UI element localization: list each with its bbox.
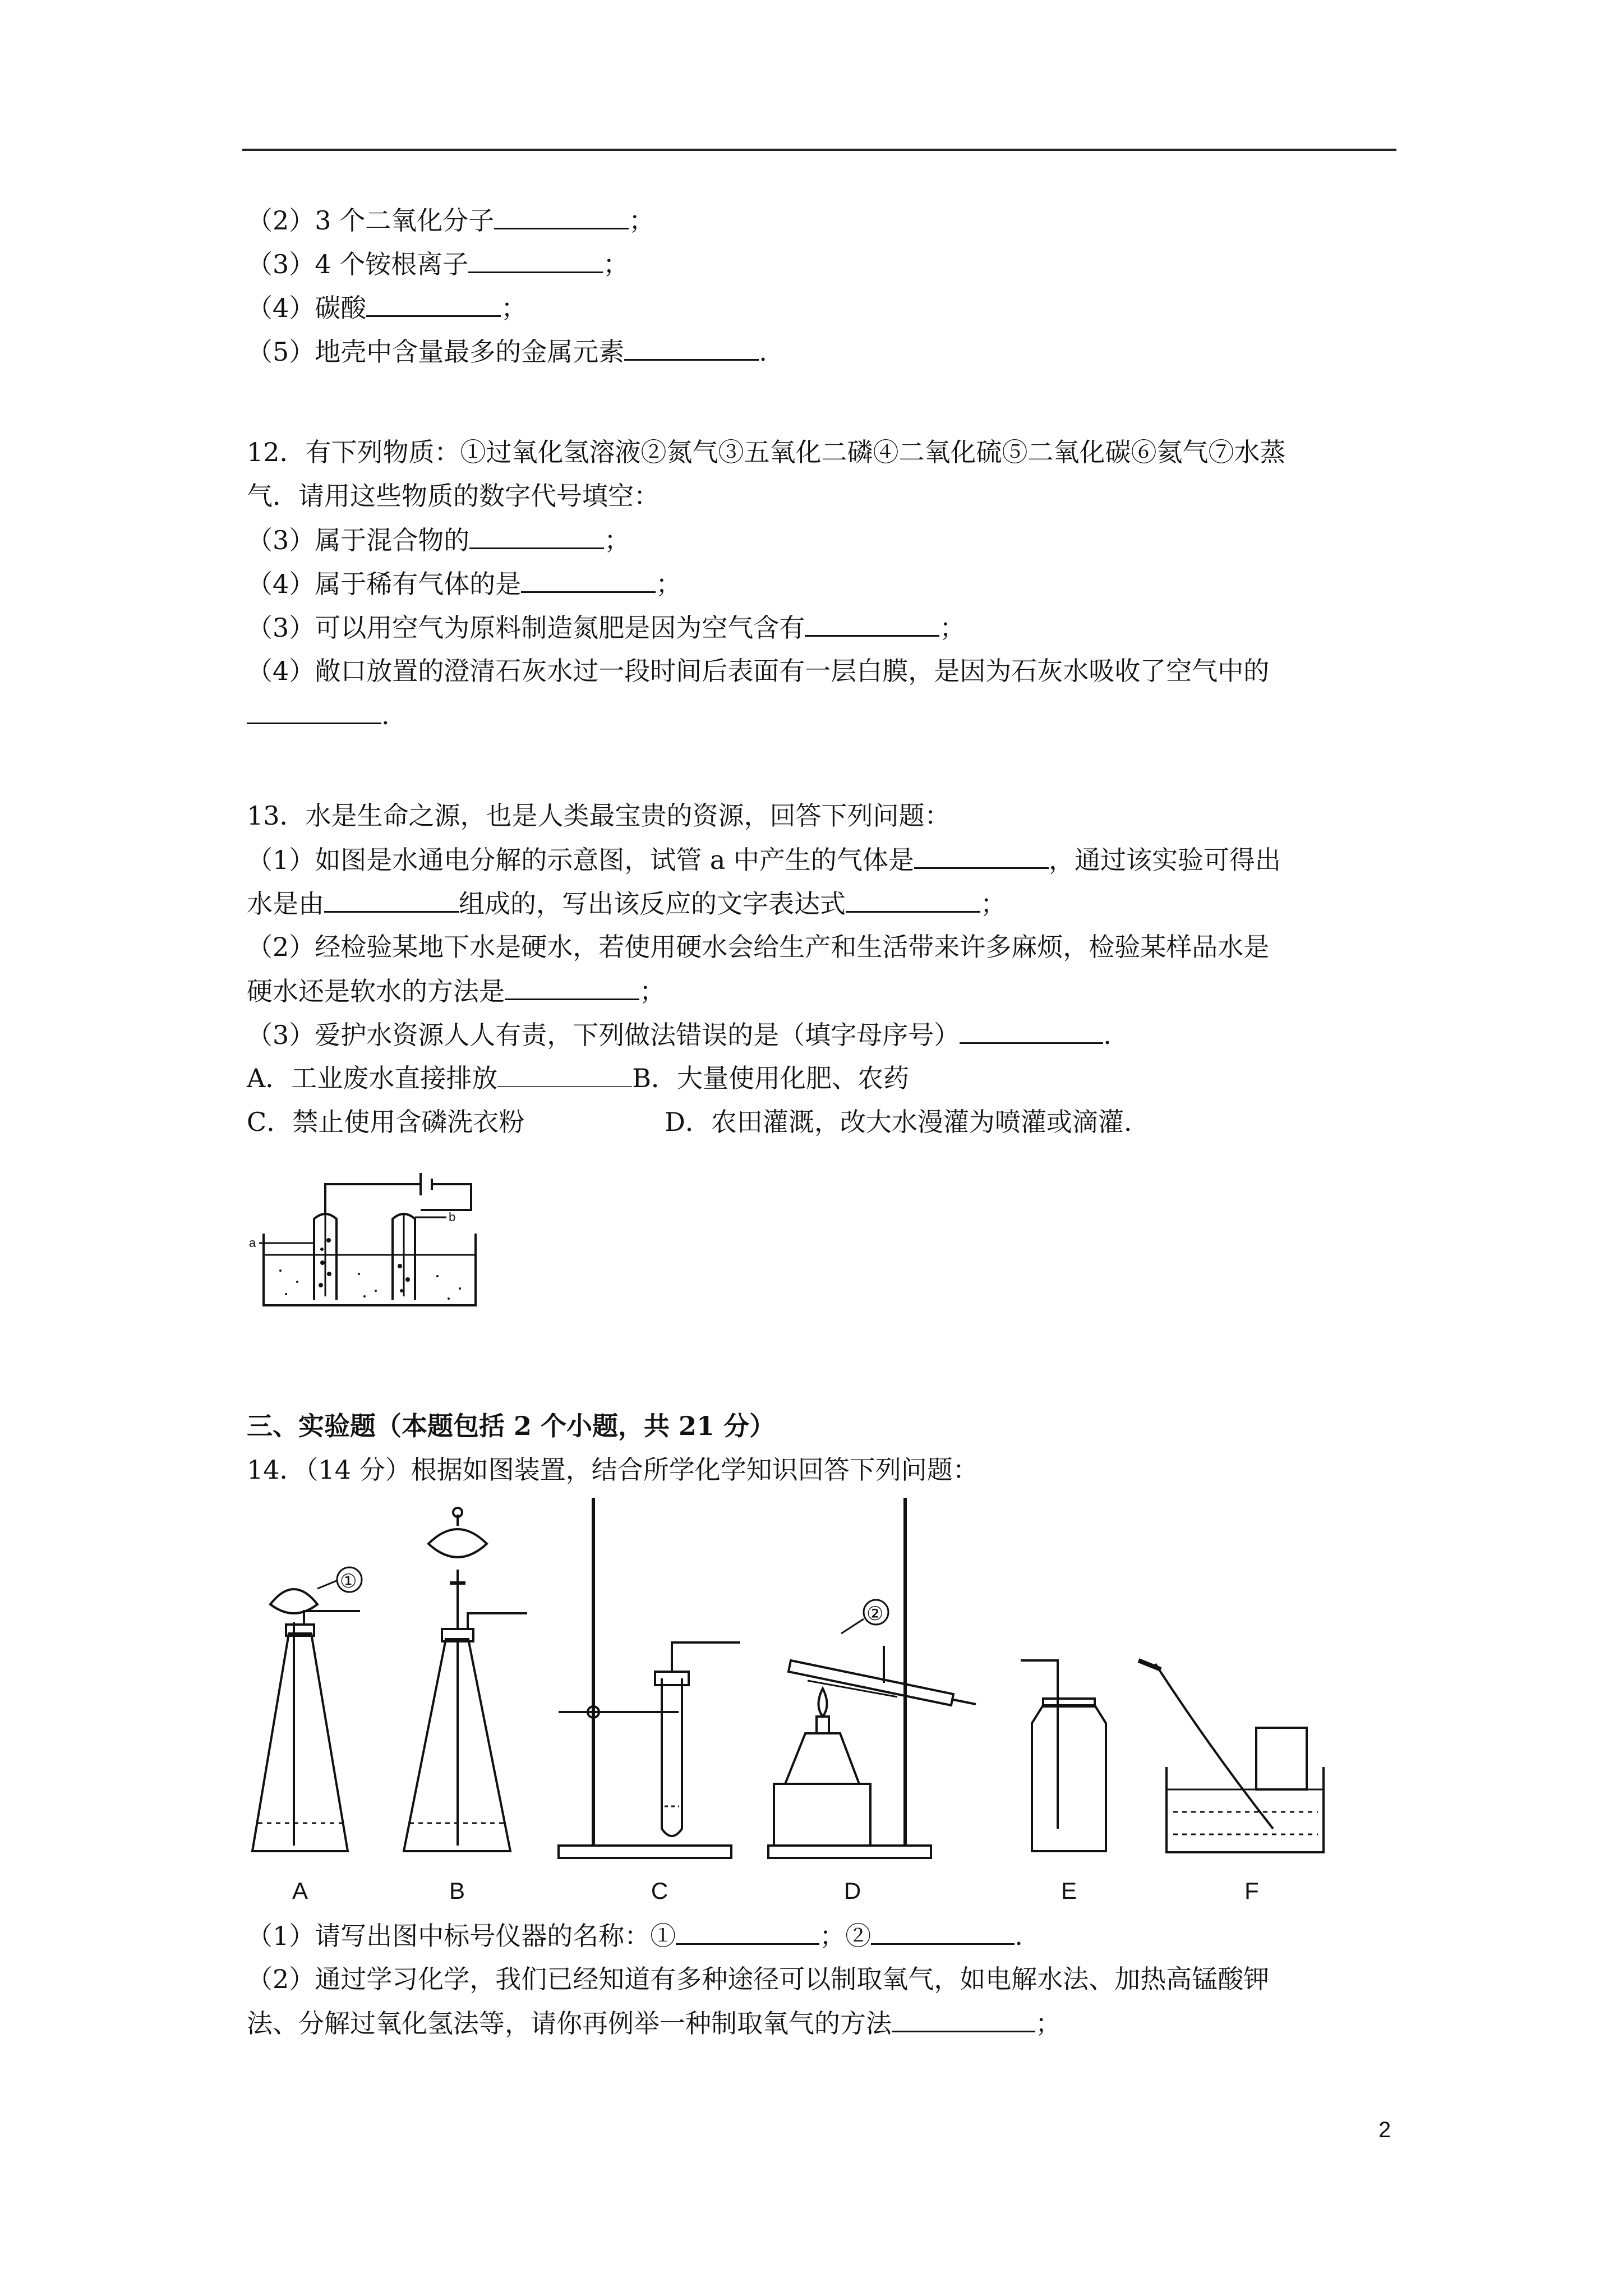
q12-item-4: （4）敞口放置的澄清石灰水过一段时间后表面有一层白膜，是因为石灰水吸收了空气中的	[247, 656, 1270, 686]
q12-stem-line-1: 12．有下列物质：①过氧化氢溶液②氮气③五氧化二磷④二氧化硫⑤二氧化碳⑥氦气⑦水蒸	[247, 437, 1286, 467]
q12-item-4-cont: .	[247, 698, 390, 732]
q11-line-5: （5）地壳中含量最多的金属元素 .	[247, 334, 767, 369]
apparatus-labels	[292, 1878, 1259, 1904]
marker-2: ②	[866, 1603, 884, 1625]
apparatus-c	[559, 1498, 740, 1858]
answer-blank[interactable]	[871, 1918, 1015, 1945]
answer-blank[interactable]	[324, 886, 459, 913]
answer-blank[interactable]	[846, 886, 980, 913]
apparatus-e	[1021, 1660, 1106, 1851]
q13-options-row-2	[247, 1105, 1132, 1139]
header-rule	[242, 149, 1396, 151]
q13-stem: 13．水是生命之源，也是人类最宝贵的资源，回答下列问题：	[247, 800, 951, 831]
q12-item-1: （3）属于混合物的 ；	[247, 523, 630, 557]
page-number: 2	[1378, 2118, 1391, 2142]
section-3-title: 三、实验题（本题包括 2 个小题，共 21 分）	[247, 1411, 776, 1441]
label-e: E	[1061, 1878, 1077, 1904]
answer-blank[interactable]	[960, 1018, 1103, 1044]
answer-blank[interactable]	[892, 2006, 1035, 2032]
label-a: A	[292, 1878, 308, 1904]
apparatus-figure	[247, 1492, 1424, 1918]
answer-blank[interactable]	[494, 203, 629, 229]
option-a-underline	[497, 1061, 632, 1087]
label-f: F	[1244, 1878, 1259, 1904]
apparatus-a	[252, 1567, 362, 1851]
q14-sub-1: （1）请写出图中标号仪器的名称：① ；② .	[247, 1918, 1023, 1953]
option-b: B．大量使用化肥、农药	[632, 1063, 910, 1093]
option-d: D．农田灌溉，改大水漫灌为喷灌或滴灌.	[665, 1107, 1132, 1137]
apparatus-d	[768, 1498, 976, 1858]
q12-item-2: （4）属于稀有气体的是 ；	[247, 567, 681, 601]
q13-options-row-1	[247, 1061, 909, 1095]
q14-sub-2-line-1: （2）通过学习化学，我们已经知道有多种途径可以制取氧气，如电解水法、加热高锰酸钾	[247, 1964, 1270, 1994]
q11-line-2: （2）3 个二氧化分子 ；	[247, 203, 654, 237]
apparatus-f	[1138, 1660, 1324, 1852]
answer-blank[interactable]	[505, 974, 639, 1000]
answer-blank[interactable]	[366, 291, 501, 317]
answer-blank[interactable]	[914, 843, 1049, 869]
q14-sub-2-line-2: 法、分解过氧化氢法等，请你再例举一种制取氧气的方法 ；	[247, 2006, 1061, 2040]
q13-sub-1-line-1: （1）如图是水通电分解的示意图，试管 a 中产生的气体是 ，通过该实验可得出	[247, 843, 1281, 877]
q13-sub-2-line-1: （2）经检验某地下水是硬水，若使用硬水会给生产和生活带来许多麻烦，检验某样品水是	[247, 932, 1270, 962]
answer-blank[interactable]	[521, 567, 656, 593]
q13-sub-2-line-2: 硬水还是软水的方法是 ；	[247, 974, 665, 1008]
option-c: C．禁止使用含磷洗衣粉	[247, 1107, 525, 1137]
label-d: D	[843, 1878, 861, 1904]
marker-1: ①	[340, 1571, 357, 1592]
q13-sub-3: （3）爱护水资源人人有责，下列做法错误的是（填字母序号） .	[247, 1018, 1112, 1052]
q12-item-3: （3）可以用空气为原料制造氮肥是因为空气含有 ；	[247, 610, 965, 645]
electrolysis-figure	[247, 1164, 482, 1315]
answer-blank[interactable]	[469, 523, 604, 549]
answer-blank[interactable]	[624, 334, 759, 361]
label-b: B	[449, 1878, 465, 1904]
answer-blank[interactable]	[805, 610, 939, 637]
q12-stem-line-2: 气．请用这些物质的数字代号填空：	[247, 481, 660, 511]
option-a: A．工业废水直接排放	[247, 1063, 498, 1093]
q14-stem: 14．（14 分）根据如图装置，结合所学化学知识回答下列问题：	[247, 1455, 979, 1485]
tube-a-label: a	[249, 1236, 256, 1250]
answer-blank[interactable]	[247, 698, 381, 724]
q11-line-3: （3）4 个铵根离子 ；	[247, 247, 629, 281]
answer-blank[interactable]	[676, 1918, 819, 1945]
label-c: C	[651, 1878, 668, 1904]
q11-line-4: （4）碳酸 ；	[247, 291, 527, 325]
q13-sub-1-line-2: 水是由 组成的，写出该反应的文字表达式 ；	[247, 886, 1006, 921]
tube-b-label: b	[449, 1210, 456, 1224]
answer-blank[interactable]	[468, 247, 603, 273]
apparatus-b	[404, 1508, 527, 1851]
